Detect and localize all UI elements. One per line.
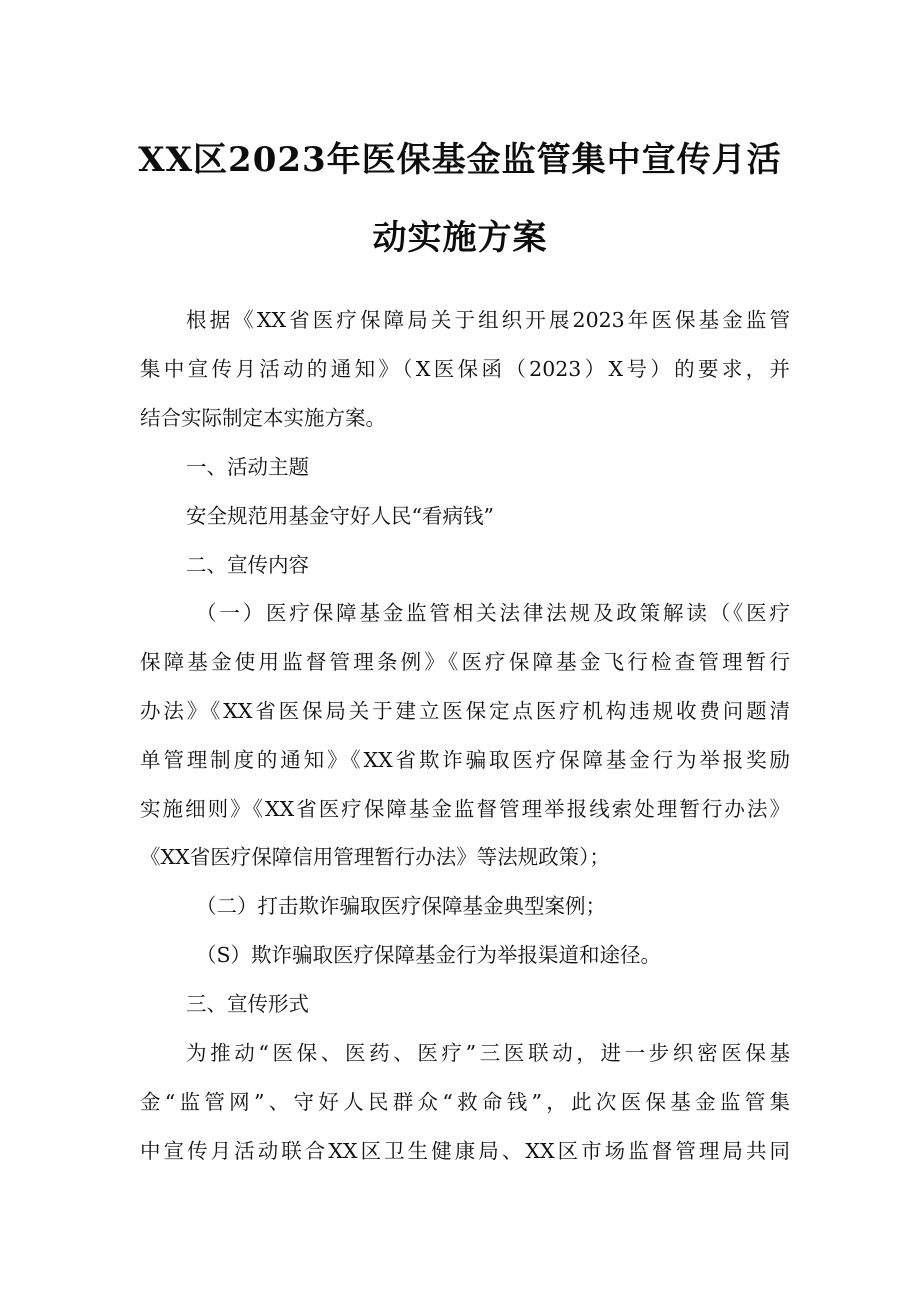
section-2-heading: 二、宣传内容 [186, 553, 309, 577]
section-1-heading: 一、活动主题 [186, 455, 309, 479]
intro-paragraph-line-2: 集中宣传月活动的通知》（X医保函（2023）X号）的要求，并 [140, 357, 790, 381]
document-title-line-2: 动实施方案 [372, 218, 548, 258]
section-2-item-1-line-4: 单管理制度的通知》《XX省欺诈骗取医疗保障基金行为举报奖励 [140, 748, 790, 772]
intro-paragraph-line-3: 结合实际制定本实施方案。 [140, 406, 386, 430]
section-3-line-3: 中宣传月活动联合XX区卫生健康局、XX区市场监督管理局共同 [140, 1139, 790, 1163]
section-3-heading: 三、宣传形式 [186, 992, 309, 1016]
section-3-line-2: 金“监管网”、守好人民群众“救命钱”，此次医保基金监管集 [140, 1090, 790, 1114]
intro-paragraph-line-1: 根据《XX省医疗保障局关于组织开展2023年医保基金监管 [186, 308, 790, 332]
section-2-item-3: （S）欺诈骗取医疗保障基金行为举报渠道和途径。 [196, 943, 662, 967]
section-2-item-1-line-5: 实施细则》《XX省医疗保障基金监督管理举报线索处理暂行办法》 [140, 797, 790, 821]
document-title-line-1: XX区2023年医保基金监管集中宣传月活 [138, 140, 782, 180]
section-2-item-1-line-6: 《XX省医疗保障信用管理暂行办法》等法规政策）； [140, 845, 610, 869]
section-2-item-1-line-1: （一）医疗保障基金监管相关法律法规及政策解读（《医疗 [196, 601, 790, 625]
section-2-item-1-line-3: 办法》《XX省医保局关于建立医保定点医疗机构违规收费问题清 [140, 699, 790, 723]
section-1-text: 安全规范用基金守好人民“看病钱” [186, 504, 494, 528]
section-2-item-1-line-2: 保障基金使用监督管理条例》《医疗保障基金飞行检查管理暂行 [140, 650, 790, 674]
section-3-line-1: 为推动“医保、医药、医疗”三医联动，进一步织密医保基 [186, 1041, 790, 1065]
section-2-item-2: （二）打击欺诈骗取医疗保障基金典型案例； [196, 894, 606, 918]
